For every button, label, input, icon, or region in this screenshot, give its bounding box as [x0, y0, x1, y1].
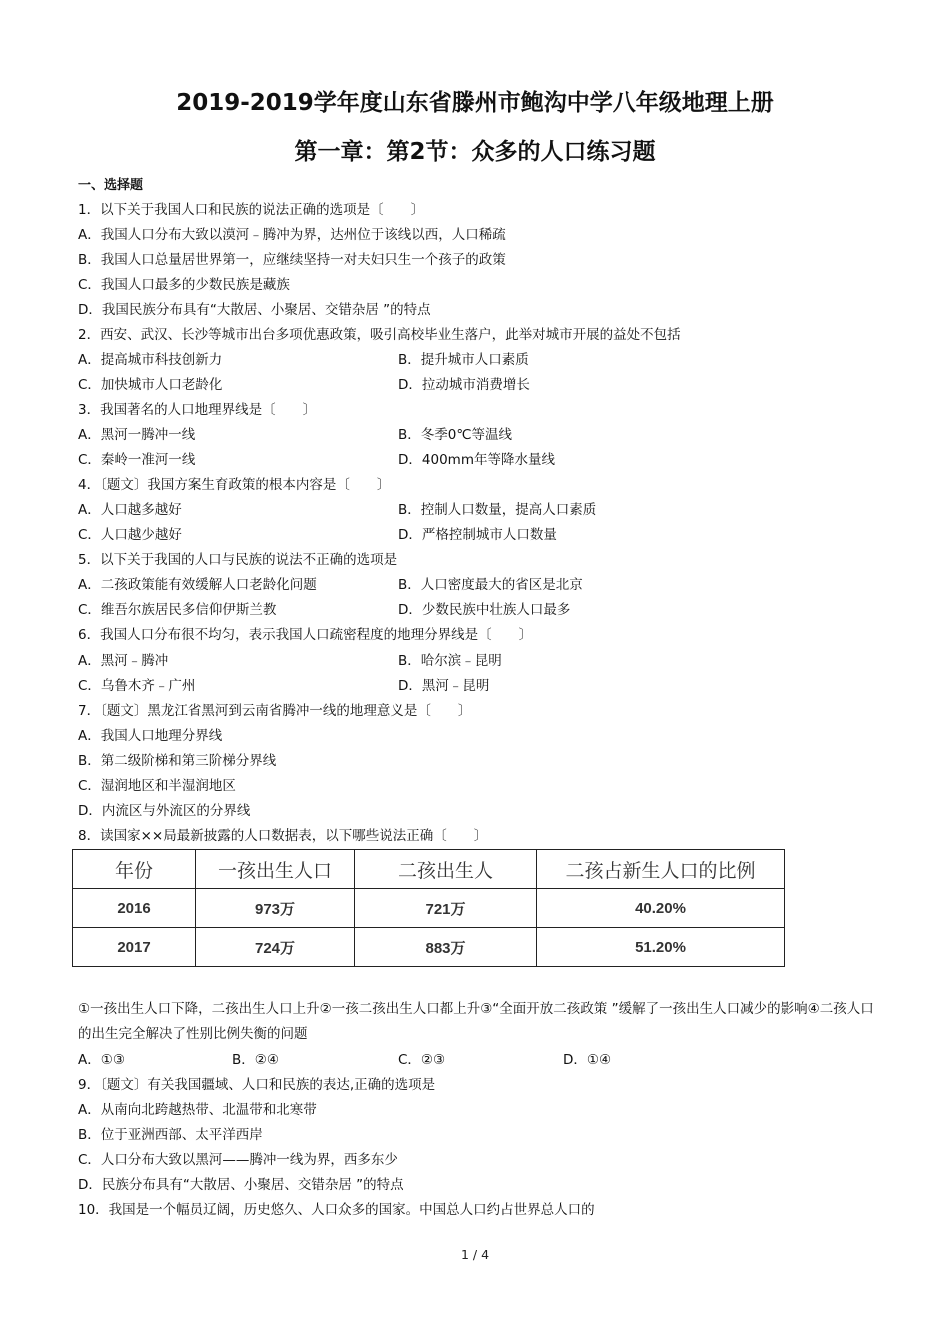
question-8-statements: ①一孩出生人口下降，二孩出生人口上升②一孩二孩出生人口都上升③“全面开放二孩政策 ”缓解了一孩出生人口减少的影响④二孩人口的出生完全解决了性别比例失衡的问题: [78, 1001, 874, 1042]
question-8-option-c: C．②③: [398, 1052, 446, 1068]
question-7-option-a: A．我国人口地理分界线: [78, 728, 223, 744]
question-2-option-a: A．提高城市科技创新力: [78, 352, 223, 368]
table-header-cell: 二孩占新生人口的比例: [537, 850, 785, 889]
question-5-option-c: C．维吾尔族居民多信仰伊斯兰教: [78, 602, 277, 618]
question-10: 10．我国是一个幅员辽阔，历史悠久、人口众多的国家。中国总人口约占世界总人口的: [78, 1202, 595, 1218]
question-2: 2．西安、武汉、长沙等城市出台多项优惠政策，吸引高校毕业生落户，此举对城市开展的益处不包括: [78, 327, 681, 343]
table-cell: 721万: [355, 889, 537, 928]
question-5-option-d: D．少数民族中壮族人口最多: [398, 602, 571, 618]
question-8: 8．读国家××局最新披露的人口数据表，以下哪些说法正确〔 〕: [78, 828, 488, 844]
question-6: 6．我国人口分布很不均匀，表示我国人口疏密程度的地理分界线是〔 〕: [78, 627, 533, 643]
document-title: 2019-2019学年度山东省滕州市鲍沟中学八年级地理上册: [176, 90, 774, 116]
question-1: 1．以下关于我国人口和民族的说法正确的选项是〔 〕: [78, 202, 425, 218]
question-7-option-d: D．内流区与外流区的分界线: [78, 803, 251, 819]
question-3-option-c: C．秦岭一准河一线: [78, 452, 196, 468]
table-cell: 724万: [196, 928, 355, 967]
question-8-option-a: A．①③: [78, 1052, 125, 1068]
question-9-option-b: B．位于亚洲西部、太平洋西岸: [78, 1127, 263, 1143]
question-3-option-b: B．冬季0℃等温线: [398, 427, 513, 443]
question-4-option-a: A．人口越多越好: [78, 502, 182, 518]
question-9: 9．〔题文〕有关我国疆域、人口和民族的表达,正确的选项是: [78, 1077, 436, 1093]
table-header-cell: 年份: [73, 850, 196, 889]
question-3-option-a: A．黑河一腾冲一线: [78, 427, 196, 443]
table-cell: 973万: [196, 889, 355, 928]
page-number: 1 / 4: [460, 1247, 490, 1262]
table-row: [73, 889, 785, 928]
question-7: 7．〔题文〕黑龙江省黑河到云南省腾冲一线的地理意义是〔 〕: [78, 703, 472, 719]
question-9-option-a: A．从南向北跨越热带、北温带和北寒带: [78, 1102, 317, 1118]
question-6-option-d: D．黑河﹣昆明: [398, 678, 490, 694]
table-header-cell: 一孩出生人口: [196, 850, 355, 889]
question-9-option-d: D．民族分布具有“大散居、小聚居、交错杂居 ”的特点: [78, 1177, 404, 1193]
table-cell: 2017: [73, 928, 196, 967]
question-9-option-c: C．人口分布大致以黑河——腾冲一线为界，西多东少: [78, 1152, 398, 1168]
question-1-option-d: D．我国民族分布具有“大散居、小聚居、交错杂居 ”的特点: [78, 302, 431, 318]
question-8-option-d: D．①④: [563, 1052, 612, 1068]
question-4-option-b: B．控制人口数量，提高人口素质: [398, 502, 597, 518]
table-header-cell: 二孩出生人: [355, 850, 537, 889]
population-data-table: [72, 849, 785, 967]
question-1-option-b: B．我国人口总量居世界第一，应继续坚持一对夫妇只生一个孩子的政策: [78, 252, 506, 268]
question-5-option-a: A．二孩政策能有效缓解人口老龄化问题: [78, 577, 317, 593]
table-cell: 2016: [73, 889, 196, 928]
question-4-option-d: D．严格控制城市人口数量: [398, 527, 557, 543]
question-7-option-c: C．湿润地区和半湿润地区: [78, 778, 236, 794]
question-2-option-b: B．提升城市人口素质: [398, 352, 529, 368]
question-4: 4．〔题文〕我国方案生育政策的根本内容是〔 〕: [78, 477, 391, 493]
table-row: [73, 928, 785, 967]
question-8-option-b: B．②④: [232, 1052, 279, 1068]
question-1-option-a: A．我国人口分布大致以漠河﹣腾冲为界，达州位于该线以西，人口稀疏: [78, 227, 506, 243]
section-heading: 一、选择题: [78, 178, 144, 193]
question-3-option-d: D．400mm年等降水量线: [398, 452, 555, 468]
table-cell: 51.20%: [537, 928, 785, 967]
question-6-option-a: A．黑河﹣腾冲: [78, 653, 169, 669]
question-1-option-c: C．我国人口最多的少数民族是藏族: [78, 277, 290, 293]
question-3: 3．我国著名的人口地理界线是〔 〕: [78, 402, 317, 418]
question-6-option-b: B．哈尔滨﹣昆明: [398, 653, 502, 669]
question-2-option-d: D．拉动城市消费增长: [398, 377, 530, 393]
question-2-option-c: C．加快城市人口老龄化: [78, 377, 223, 393]
table-header-row: [73, 850, 785, 889]
table-cell: 40.20%: [537, 889, 785, 928]
question-4-option-c: C．人口越少越好: [78, 527, 182, 543]
question-7-option-b: B．第二级阶梯和第三阶梯分界线: [78, 753, 277, 769]
table-cell: 883万: [355, 928, 537, 967]
document-subtitle: 第一章：第2节：众多的人口练习题: [294, 139, 656, 165]
question-5-option-b: B．人口密度最大的省区是北京: [398, 577, 583, 593]
question-5: 5．以下关于我国的人口与民族的说法不正确的选项是: [78, 552, 398, 568]
question-6-option-c: C．乌鲁木齐﹣广州: [78, 678, 196, 694]
